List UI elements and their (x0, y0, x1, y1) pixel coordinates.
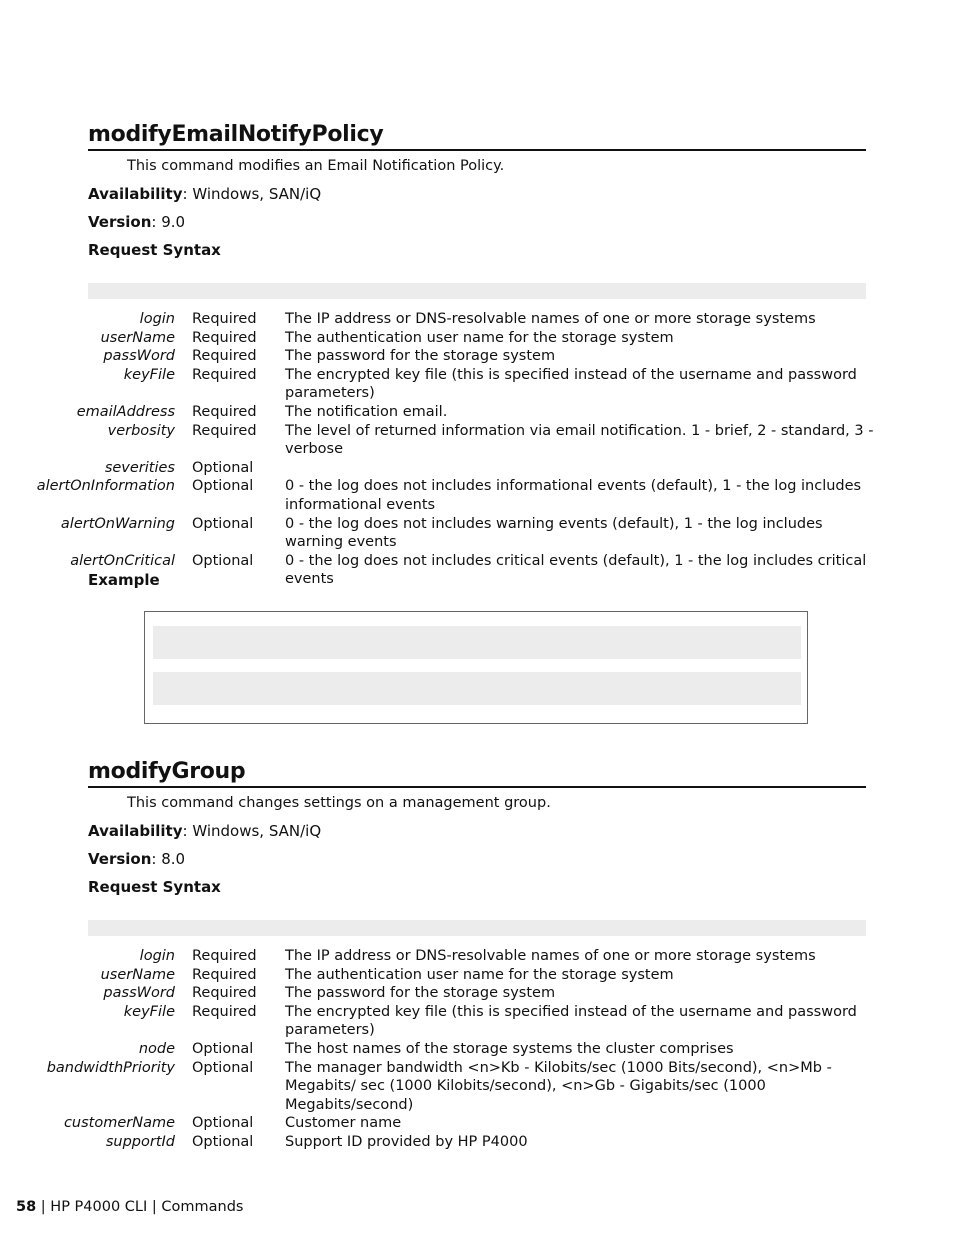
table-row (0, 1059, 954, 1115)
param-requirement: Required (192, 403, 257, 420)
param-description: The encrypted key file (this is specified instead of the username and password parameters) (285, 1003, 857, 1039)
param-requirement: Optional (192, 515, 254, 532)
version-line (88, 213, 866, 231)
table-row (0, 1133, 954, 1152)
param-description: 0 - the log does not includes critical events (default), 1 - the log includes critical events (285, 552, 867, 588)
param-name: passWord (103, 348, 175, 365)
request-syntax-heading (88, 878, 866, 896)
command-section-modify-group (88, 758, 866, 896)
param-name: supportId (105, 1133, 175, 1150)
param-name: severities (104, 459, 175, 476)
example-code-box (144, 611, 808, 724)
request-syntax-heading (88, 241, 866, 259)
availability-line (88, 822, 866, 840)
param-description: The level of returned information via email notification. 1 - brief, 2 - standard, 3 - verbose (285, 422, 874, 458)
command-title: modifyGroup (88, 758, 866, 788)
table-row (0, 329, 954, 348)
param-name: keyFile (123, 1003, 175, 1020)
param-name: login (139, 311, 175, 327)
param-description: The encrypted key file (this is specified instead of the username and password parameters) (285, 366, 857, 402)
param-requirement: Required (192, 1003, 257, 1020)
param-requirement: Required (192, 966, 257, 983)
param-requirement: Required (192, 329, 257, 346)
example-code-line (153, 672, 801, 705)
command-description: This command changes settings on a management group. (127, 795, 551, 811)
parameter-table (0, 310, 954, 589)
param-requirement: Optional (192, 1040, 254, 1057)
param-name: alertOnCritical (70, 552, 175, 569)
table-row (0, 1114, 954, 1133)
availability-value: : Windows, SAN/iQ (182, 822, 322, 840)
table-row (0, 403, 954, 422)
table-row (0, 459, 954, 478)
table-row (0, 1003, 954, 1040)
param-description: 0 - the log does not includes informational events (default), 1 - the log includes informational events (285, 478, 862, 513)
command-title: modifyEmailNotifyPolicy (88, 121, 866, 151)
param-description: The authentication user name for the storage system (285, 329, 674, 346)
param-requirement: Required (192, 311, 257, 327)
version-line (88, 850, 866, 868)
param-requirement: Optional (192, 1115, 254, 1132)
param-requirement: Optional (192, 478, 254, 495)
param-name: emailAddress (76, 403, 175, 420)
command-description: This command modifies an Email Notification Policy. (127, 158, 505, 174)
param-name: bandwidthPriority (46, 1059, 175, 1076)
table-row (0, 966, 954, 985)
param-requirement: Optional (192, 552, 254, 569)
version-value: : 9.0 (151, 213, 186, 231)
param-requirement: Required (192, 366, 257, 383)
param-name: userName (100, 329, 175, 346)
page-number: 58 (16, 1199, 37, 1215)
availability-value: : Windows, SAN/iQ (182, 185, 322, 203)
parameter-table (0, 947, 954, 1152)
table-row (0, 1040, 954, 1059)
param-description: The IP address or DNS-resolvable names of one or more storage systems (285, 948, 816, 964)
param-requirement: Required (192, 985, 257, 1002)
param-description: The manager bandwidth <n>Kb - Kilobits/sec (1000 Bits/second), <n>Mb - Megabits/ sec (1000 Kilobits/second), <n>Gb - Gigabits/sec (1000 Megabits/second) (285, 1059, 832, 1113)
version-label: Version (88, 850, 152, 868)
param-name: verbosity (107, 422, 175, 439)
request-syntax-label: Request Syntax (88, 241, 221, 259)
param-description (269, 459, 875, 478)
table-row (0, 947, 954, 966)
param-name: keyFile (123, 366, 175, 383)
availability-label: Availability (88, 822, 183, 840)
param-requirement: Required (192, 948, 257, 964)
table-row (0, 422, 954, 459)
table-row (0, 477, 954, 514)
availability-label: Availability (88, 185, 183, 203)
example-label: Example (88, 571, 160, 589)
example-heading (88, 571, 160, 589)
command-section-modify-email-notify-policy (88, 121, 866, 259)
param-description: The notification email. (285, 403, 448, 420)
availability-line (88, 185, 866, 203)
footer-text: | HP P4000 CLI | Commands (36, 1199, 244, 1215)
table-row (0, 515, 954, 552)
param-name: login (139, 948, 175, 964)
request-syntax-code-block (88, 283, 866, 299)
param-description: The password for the storage system (285, 985, 556, 1002)
version-value: : 8.0 (151, 850, 186, 868)
param-description: The authentication user name for the storage system (285, 966, 674, 983)
table-row (0, 310, 954, 329)
param-name: passWord (103, 985, 175, 1002)
param-description: The password for the storage system (285, 348, 556, 365)
param-name: alertOnWarning (60, 515, 175, 532)
param-description: Support ID provided by HP P4000 (285, 1133, 528, 1150)
version-label: Version (88, 213, 152, 231)
example-code-line (153, 626, 801, 659)
page-footer (16, 1198, 243, 1216)
param-requirement: Optional (192, 1133, 254, 1150)
param-requirement: Required (192, 348, 257, 365)
param-name: userName (100, 966, 175, 983)
param-description: Customer name (285, 1115, 402, 1132)
param-description: The IP address or DNS-resolvable names of one or more storage systems (285, 311, 816, 327)
param-requirement: Optional (192, 1059, 254, 1076)
param-name: node (138, 1040, 175, 1057)
param-name: customerName (63, 1115, 175, 1132)
request-syntax-label: Request Syntax (88, 878, 221, 896)
table-row (0, 347, 954, 366)
param-requirement: Optional (192, 459, 254, 476)
table-row (0, 984, 954, 1003)
table-row (0, 366, 954, 403)
param-description: 0 - the log does not includes warning events (default), 1 - the log includes warning events (285, 515, 823, 551)
param-name: alertOnInformation (36, 478, 175, 495)
param-description: The host names of the storage systems the cluster comprises (285, 1040, 734, 1057)
request-syntax-code-block (88, 920, 866, 936)
param-requirement: Required (192, 422, 257, 439)
